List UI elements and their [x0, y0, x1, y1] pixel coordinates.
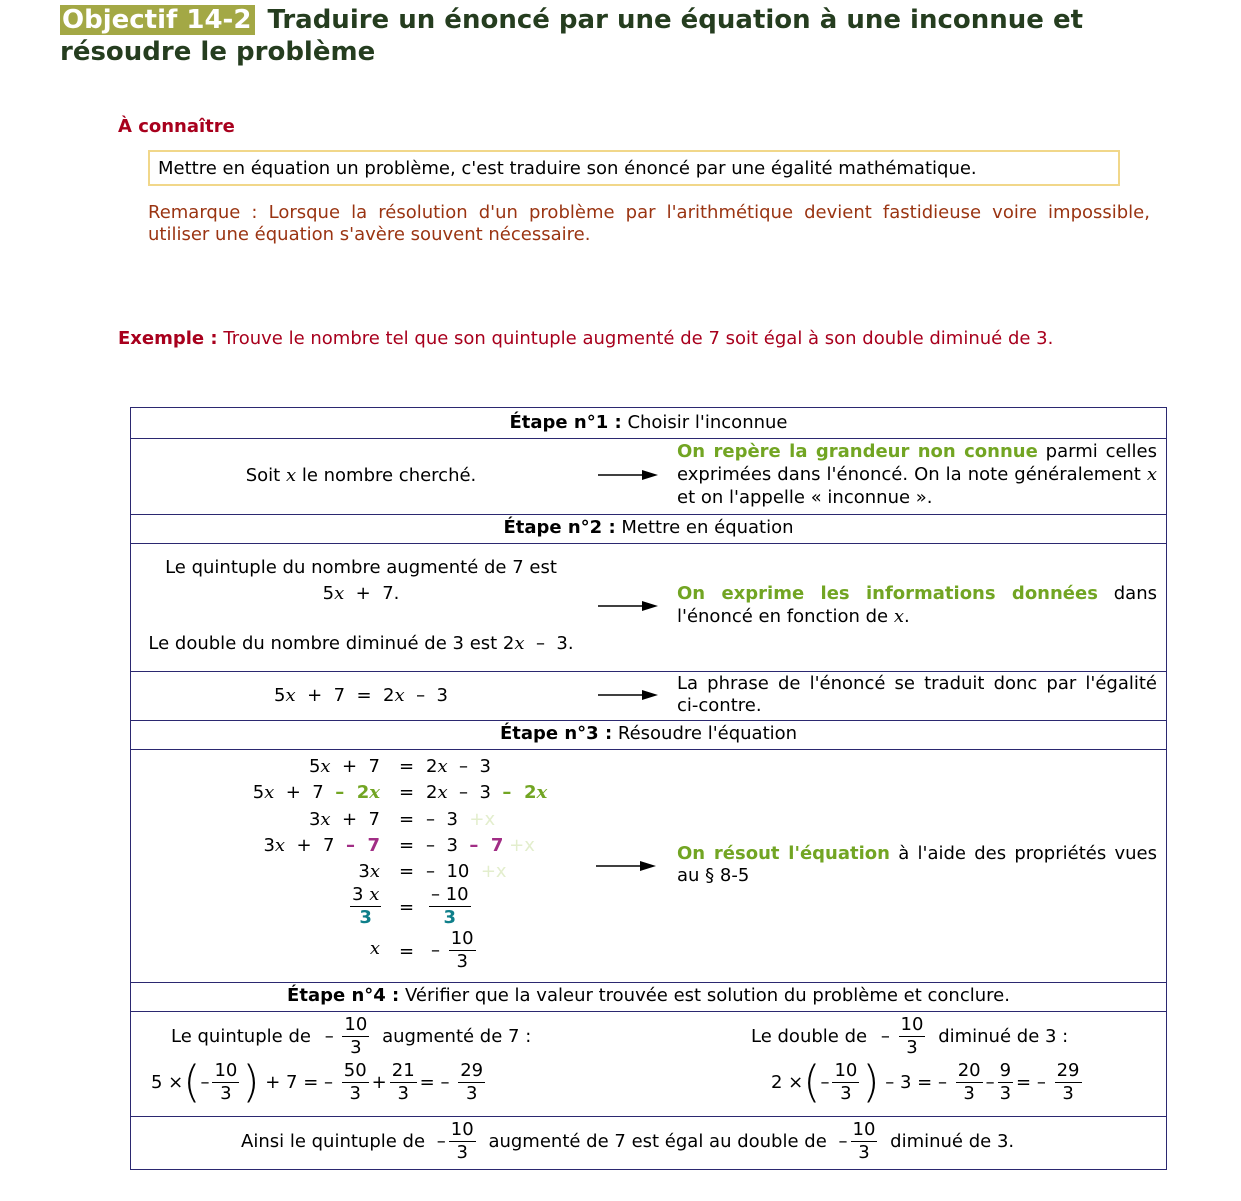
text: + 7. [344, 583, 400, 604]
step4-title: Vérifier que la valeur trouvée est solution du problème et conclure. [405, 985, 1010, 1006]
eq-row4-left [263, 835, 380, 856]
step2-line2 [131, 582, 591, 606]
text: + 7 = – [265, 1072, 334, 1093]
numerator: 29 [1056, 1060, 1080, 1081]
denominator: 3 [397, 1083, 409, 1104]
example [118, 328, 1053, 349]
text: 3 [308, 809, 321, 830]
text: Le double du nombre diminué de 3 est 2 [148, 633, 515, 654]
ghost-text: +x [509, 835, 535, 856]
denominator: 3 [963, 1083, 975, 1104]
highlight: – 7 [345, 835, 380, 856]
ghost-text: +x [469, 809, 496, 830]
text: – 3 [447, 756, 491, 777]
eq-row7-left [370, 938, 380, 959]
minus: – [820, 1072, 830, 1093]
highlight: On résout l'équation [677, 843, 890, 864]
fraction [998, 1060, 1013, 1105]
eq-row2-right [426, 782, 547, 803]
text: + 7 [330, 756, 380, 777]
text: diminué de 3 : [938, 1026, 1069, 1047]
step1-explanation [677, 440, 1157, 509]
equals: = [399, 809, 415, 830]
fraction [449, 928, 476, 973]
var: x [394, 685, 405, 706]
step2-label: Étape n°2 : [503, 517, 616, 538]
text: 3 [263, 835, 275, 856]
numerator: 10 [900, 1014, 924, 1035]
eq-row3-left [309, 809, 380, 830]
equals: = [399, 861, 415, 882]
equals: = [399, 756, 415, 777]
divider [131, 671, 1166, 672]
numerator: – 10 [431, 884, 469, 905]
definition-box [148, 150, 1120, 186]
minus: – [436, 1131, 446, 1152]
divider [131, 438, 1166, 439]
step4-right-calc [771, 1056, 1085, 1108]
step2-explanation [677, 582, 1157, 628]
fraction [1055, 1060, 1082, 1105]
text: Le quintuple de [171, 1026, 311, 1047]
step1-header [131, 412, 1166, 433]
step1-left [171, 464, 551, 488]
text: 5 [252, 782, 265, 803]
step2-equation [171, 684, 551, 708]
divider [131, 1011, 1166, 1012]
highlight: On exprime les informations données [677, 583, 1098, 604]
denominator: 3 [359, 907, 372, 928]
denominator: 3 [350, 1037, 362, 1058]
text: parmi celles exprimées dans l'énoncé. On la note généralement [677, 441, 1157, 485]
denominator: 3 [220, 1083, 232, 1104]
text: 2 [426, 756, 438, 777]
minus: – [200, 1072, 210, 1093]
denominator: 3 [465, 1083, 478, 1104]
text: = – [419, 1072, 450, 1093]
step4-left-title [171, 1014, 531, 1059]
var: x [893, 606, 904, 627]
objective-badge: Objectif 14-2 [60, 5, 255, 35]
paren-left: ( [183, 1056, 201, 1108]
text: – 3 [426, 809, 458, 830]
numerator: 50 [343, 1060, 367, 1081]
divider [131, 543, 1166, 544]
eq-row2-left [253, 782, 380, 803]
arrow-icon [596, 860, 656, 872]
text: 3 [352, 884, 364, 905]
definition-text: Mettre en équation un problème, c'est traduire son énoncé par une égalité mathématique. [158, 158, 977, 179]
equals: = [399, 897, 415, 918]
numerator: 9 [999, 1060, 1012, 1081]
example-label: Exemple : [118, 328, 218, 349]
numerator: 10 [450, 1119, 474, 1140]
numerator: 10 [214, 1060, 238, 1081]
fraction [342, 1060, 369, 1105]
var: x [369, 884, 380, 905]
text: 5 [274, 685, 286, 706]
text: augmenté de 7 : [382, 1026, 532, 1047]
step4-right-title [751, 1014, 1068, 1059]
step1-label: Étape n°1 : [509, 412, 622, 433]
numerator: 21 [391, 1060, 415, 1081]
var: x [334, 583, 345, 604]
arrow-icon [598, 689, 658, 701]
divider [131, 514, 1166, 515]
text: le nombre cherché. [296, 465, 477, 486]
fraction [899, 1014, 926, 1059]
eq-row3-right [426, 809, 495, 830]
denominator: 3 [858, 1142, 870, 1163]
step1-title: Choisir l'inconnue [627, 412, 788, 433]
text: Soit [245, 465, 286, 486]
text: 5 [308, 756, 321, 777]
equals: = [399, 782, 415, 803]
text: à l'aide des propriétés vues au § 8-5 [677, 843, 1157, 886]
numerator: 10 [834, 1060, 858, 1081]
step4-left-calc [151, 1056, 488, 1108]
fraction [342, 1014, 369, 1059]
step4-header [131, 985, 1166, 1006]
denominator: 3 [1062, 1083, 1074, 1104]
text: – 3 [426, 835, 470, 856]
denominator: 3 [906, 1037, 918, 1058]
text: – 3 = – [885, 1072, 947, 1093]
text: augmenté de 7 est égal au double de [488, 1131, 827, 1152]
text: et on l'appelle « inconnue ». [677, 487, 933, 508]
var: x [536, 782, 548, 803]
denominator: 3 [840, 1083, 852, 1104]
paren-right: ) [242, 1056, 260, 1108]
text: Le double de [751, 1026, 868, 1047]
eq-row4-right [426, 835, 535, 856]
text: = – [1016, 1072, 1046, 1093]
remark [148, 202, 1150, 246]
divider [131, 720, 1166, 721]
minus: – [880, 1026, 890, 1047]
eq-row1-right [426, 756, 491, 777]
minus: – [431, 940, 440, 961]
eq-row6-left [347, 884, 384, 929]
text: . [903, 606, 910, 627]
denominator: 3 [349, 1083, 361, 1104]
minus: – [324, 1026, 334, 1047]
step2-line1: Le quintuple du nombre augmenté de 7 est [165, 557, 557, 578]
fraction [390, 1060, 417, 1105]
var: x [285, 465, 297, 486]
step2-header [131, 517, 1166, 538]
var: x [514, 633, 525, 654]
text: 3 [358, 861, 370, 882]
title-text: Traduire un énoncé par une équation à une inconnue et résoudre le problème [60, 5, 1083, 67]
highlight: – 2 [502, 782, 537, 803]
numerator: 10 [344, 1014, 368, 1035]
paren-left: ( [803, 1056, 821, 1108]
step3-title: Résoudre l'équation [617, 723, 798, 744]
var: x [264, 782, 275, 803]
text: diminué de 3. [890, 1131, 1015, 1152]
fraction [956, 1060, 983, 1105]
paren-right: ) [862, 1056, 880, 1108]
conclusion [241, 1119, 1014, 1164]
divider [131, 982, 1166, 983]
know-heading: À connaître [118, 116, 235, 137]
step2-title: Mettre en équation [621, 517, 794, 538]
step2-eq-explanation: La phrase de l'énoncé se traduit donc par l'égalité ci-contre. [677, 673, 1157, 716]
text: – [985, 1072, 995, 1093]
text: – 10 [426, 861, 470, 882]
numerator: 10 [450, 928, 474, 949]
text: 5 × [151, 1072, 184, 1093]
text: – 3 [447, 782, 503, 803]
var: x [369, 861, 380, 882]
fraction [212, 1060, 239, 1105]
var: x [285, 685, 296, 706]
numerator: 20 [957, 1060, 981, 1081]
numerator: 29 [460, 1060, 484, 1081]
equals: = [399, 941, 415, 962]
var: x [369, 938, 380, 959]
text: + 7 [285, 835, 346, 856]
denominator: 3 [999, 1083, 1012, 1104]
var: x [437, 756, 448, 777]
divider [131, 1116, 1166, 1117]
arrow-icon [598, 469, 658, 481]
text: + [371, 1072, 387, 1093]
text: + 7 [274, 782, 336, 803]
text: + 7 [330, 809, 380, 830]
eq-row5-right [426, 861, 507, 882]
var: x [274, 835, 286, 856]
denominator: 3 [456, 1142, 468, 1163]
var: x [320, 809, 331, 830]
divider [131, 749, 1166, 750]
var: x [1146, 464, 1157, 485]
fraction [449, 1119, 476, 1164]
step4-label: Étape n°4 : [287, 985, 400, 1006]
text: 2 [426, 782, 438, 803]
highlight: – 7 [469, 835, 504, 856]
step3-label: Étape n°3 : [499, 723, 613, 744]
fraction [458, 1060, 485, 1105]
step3-explanation [677, 843, 1157, 887]
var: x [369, 782, 380, 803]
var: x [437, 782, 448, 803]
eq-row6-right [426, 884, 474, 929]
text: – 3 [404, 685, 448, 706]
text: 2 × [771, 1072, 804, 1093]
eq-row1-left [309, 756, 380, 777]
step3-header [131, 723, 1166, 744]
var: x [320, 756, 331, 777]
steps-table [130, 407, 1167, 1170]
text: + 7 = 2 [295, 685, 395, 706]
denominator: 3 [443, 907, 457, 928]
step2-line3 [131, 632, 591, 656]
equals: = [399, 835, 415, 856]
text: – 3. [524, 633, 574, 654]
arrow-icon [598, 600, 658, 612]
minus: – [838, 1131, 848, 1152]
denominator: 3 [456, 951, 468, 972]
eq-row5-left [358, 861, 380, 882]
text: dans l'énoncé en fonction de [677, 583, 1157, 627]
fraction [851, 1119, 878, 1164]
fraction [832, 1060, 859, 1105]
ghost-text: +x [480, 861, 507, 882]
fraction [429, 884, 471, 929]
eq-row7-right [431, 928, 479, 973]
text: Ainsi le quintuple de [241, 1131, 426, 1152]
remark-label: Remarque : [148, 202, 258, 223]
numerator: 10 [852, 1119, 876, 1140]
remark-text: Lorsque la résolution d'un problème par l'arithmétique devient fastidieuse voire impossible, utiliser une équation s'avère souvent nécessaire. [148, 202, 1150, 245]
page-title [60, 4, 1180, 68]
fraction [350, 884, 381, 929]
example-text: Trouve le nombre tel que son quintuple augmenté de 7 soit égal à son double diminué de 3. [223, 328, 1054, 349]
highlight: – 2 [335, 782, 370, 803]
text: 5 [322, 583, 335, 604]
highlight: On repère la grandeur non connue [677, 441, 1038, 462]
